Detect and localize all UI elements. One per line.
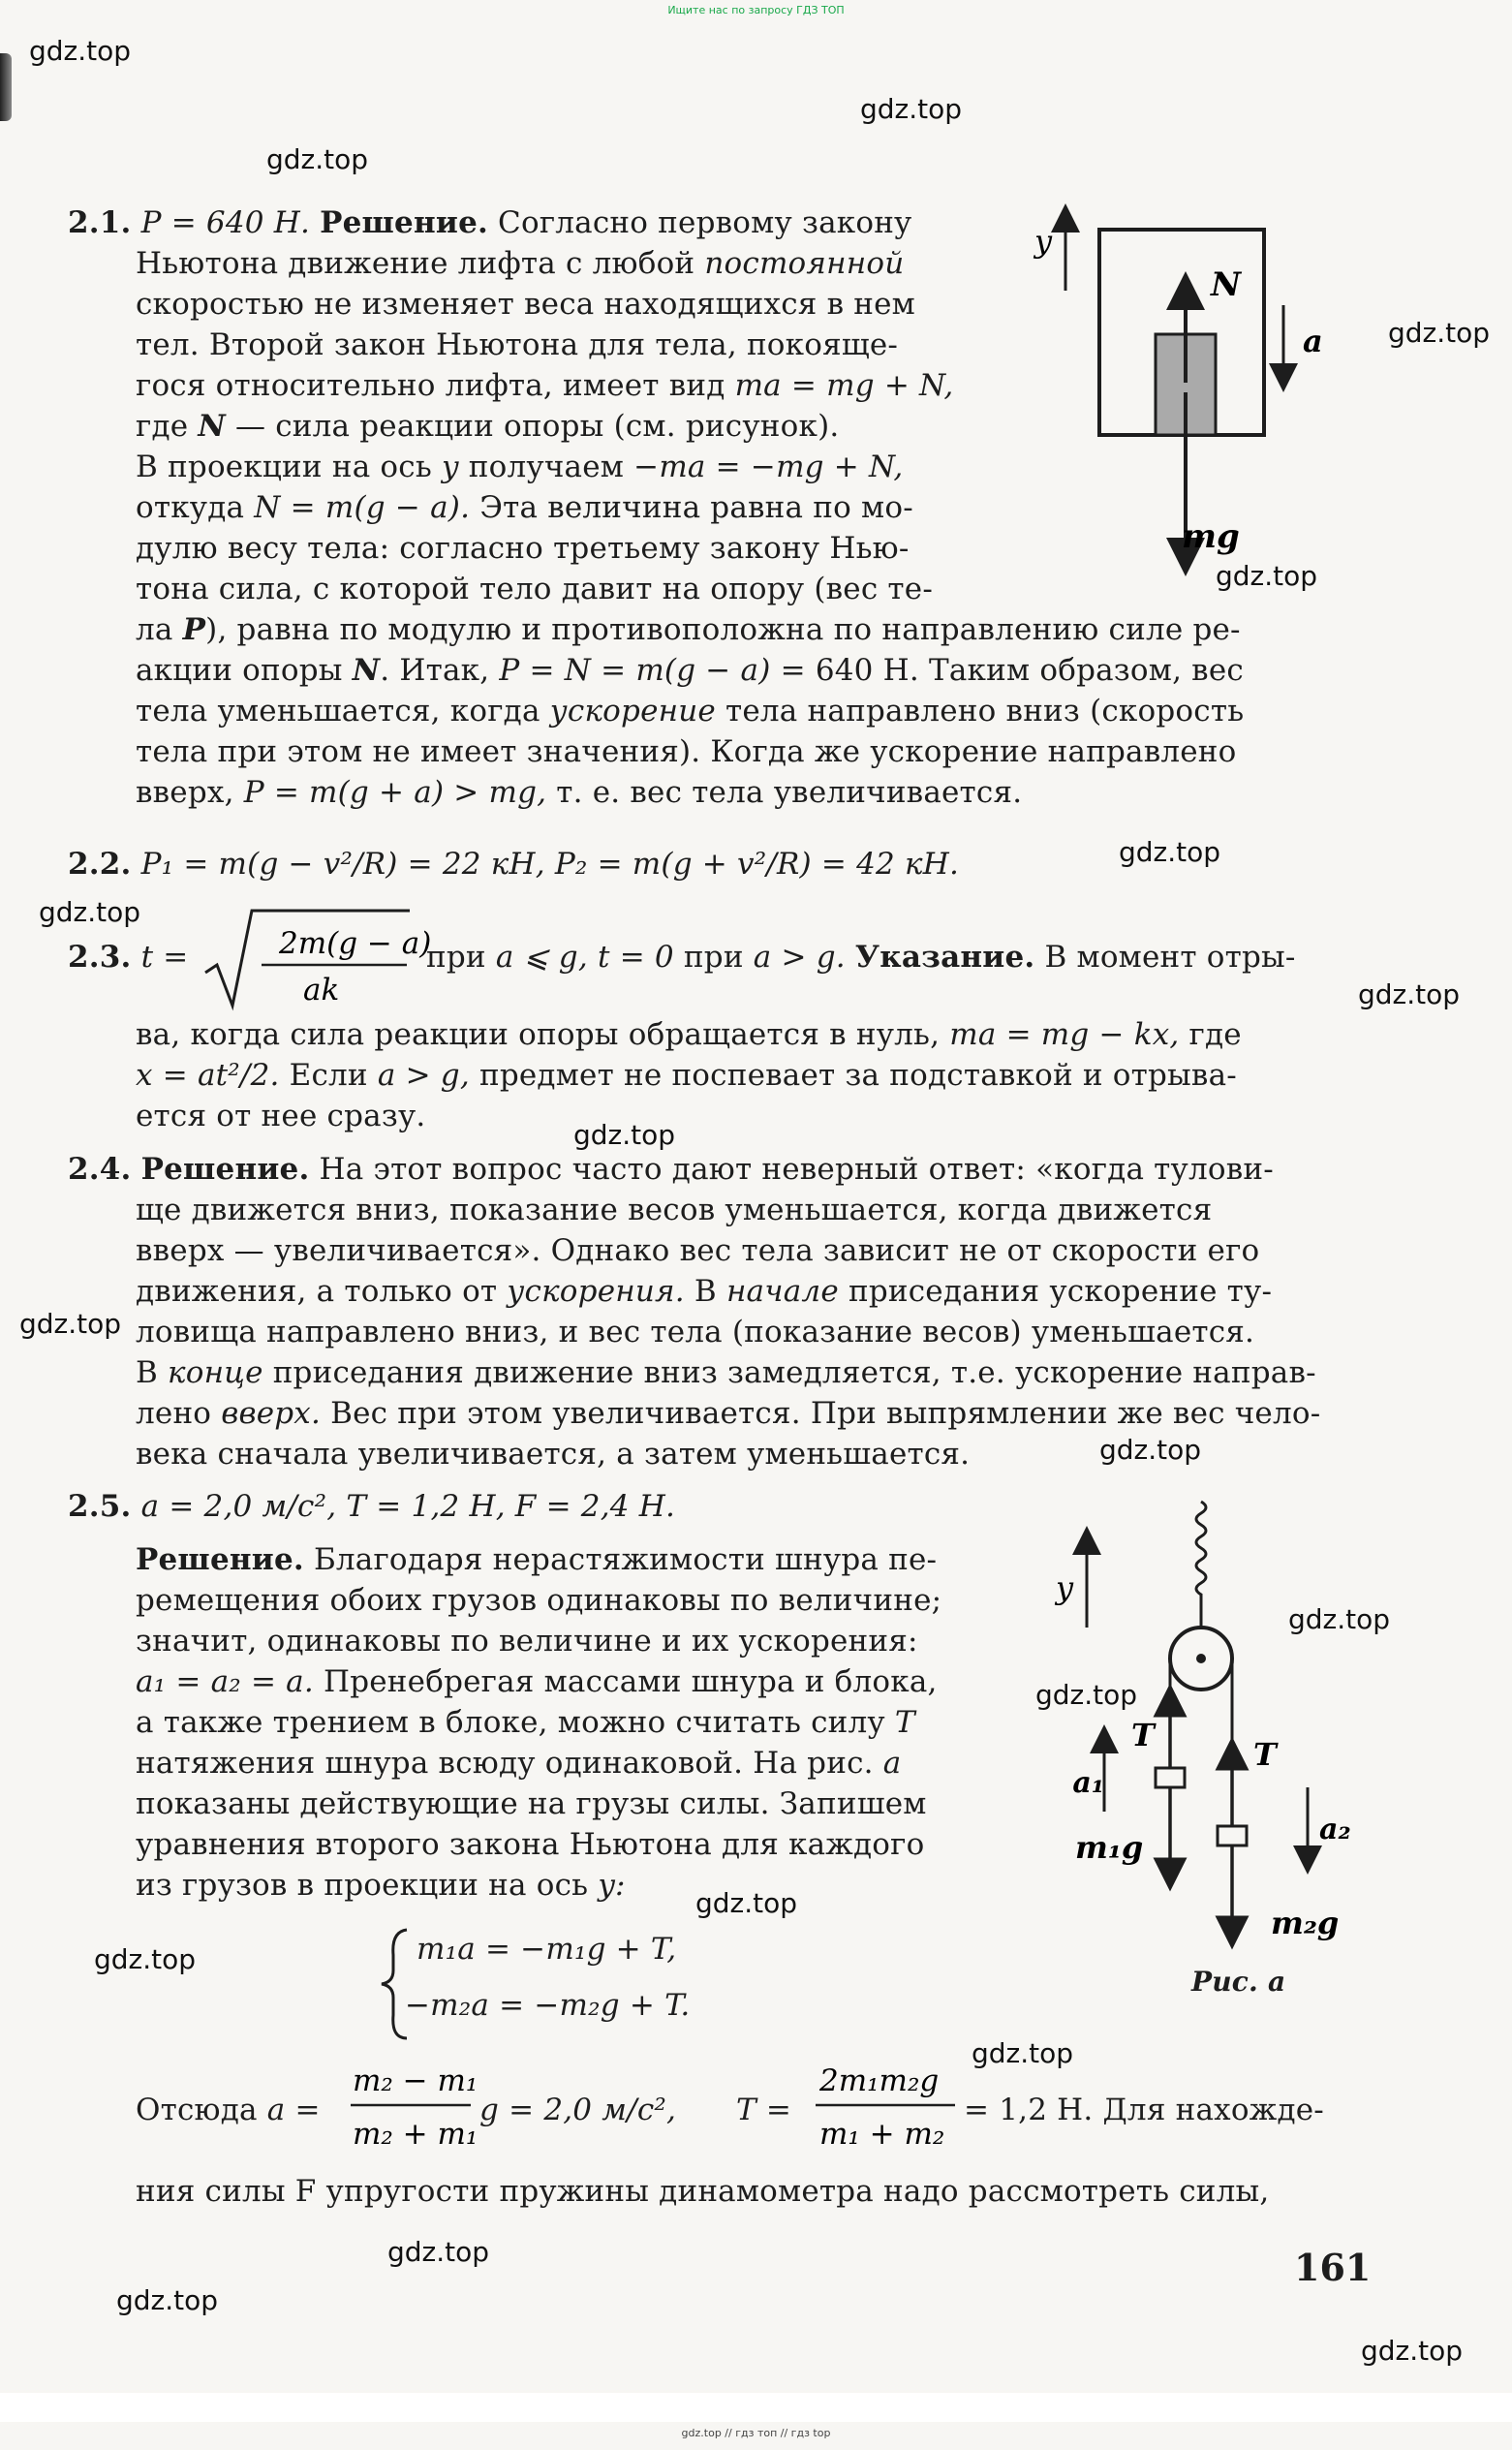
fig2-T2-label: T [1253, 1736, 1277, 1773]
system-brace [378, 1926, 417, 2042]
fig1-N-label: N [1211, 265, 1242, 304]
spring [1196, 1502, 1206, 1608]
watermark: gdz.top [387, 2236, 490, 2268]
p24-line1: 2.4. Решение. На этот вопрос часто дают неверный ответ: «когда тулови- [68, 1152, 1274, 1187]
top-banner[interactable]: Ищите нас по запросу ГДЗ ТОП [667, 4, 845, 16]
p21-line7: В проекции на ось y получаем −ma = −mg + N, [136, 450, 904, 484]
sqrt-denominator: ak [303, 973, 340, 1008]
p22-line: 2.2. P₁ = m(g − v²/R) = 22 кН, P₂ = m(g + v²/R) = 42 кН. [68, 847, 960, 882]
result-T-label: T = [736, 2093, 792, 2127]
fig2-a2-label: a₂ [1319, 1813, 1351, 1846]
figure-pulley [1046, 1492, 1366, 1957]
p21-line2: Ньютона движение лифта с любой постоянной [136, 246, 905, 281]
watermark: gdz.top [1358, 978, 1461, 1010]
watermark: gdz.top [1035, 1679, 1138, 1711]
p24-line5: ловища направлено вниз, и вес тела (показание весов) уменьшается. [136, 1315, 1255, 1349]
p24-line3: вверх — увеличивается». Однако вес тела зависит не от скорости его [136, 1233, 1260, 1268]
p25-line6: натяжения шнура всюду одинаковой. На рис. а [136, 1746, 902, 1781]
p23-line1: 2.3. t = [68, 940, 189, 975]
fig1-mg-label: mg [1182, 517, 1240, 556]
figure-caption: Рис. а [1191, 1966, 1286, 1998]
fig1-a-label: a [1303, 323, 1323, 359]
p25-line9: из грузов в проекции на ось y: [136, 1868, 626, 1903]
fig2-m2g-label: m₂g [1271, 1905, 1340, 1941]
p24-line6: В конце приседания движение вниз замедляется, т.е. ускорение направ- [136, 1355, 1316, 1390]
p25-line5: а также трением в блоке, можно считать силу T [136, 1705, 915, 1740]
p23-line4: ется от нее сразу. [136, 1099, 426, 1133]
fraction-a [349, 2052, 478, 2158]
p25-line0: 2.5. a = 2,0 м/с², T = 1,2 Н, F = 2,4 Н. [68, 1489, 676, 1524]
p23-line3: x = at²/2. Если a > g, предмет не поспевает за подставкой и отрыва- [136, 1058, 1237, 1093]
watermark: gdz.top [266, 143, 369, 175]
watermark: gdz.top [29, 35, 132, 67]
fraction-T-numerator: 2m₁m₂g [819, 2063, 940, 2098]
fraction-T-denominator: m₁ + m₂ [819, 2117, 945, 2152]
watermark: gdz.top [39, 896, 141, 928]
fig2-a1-label: a₁ [1072, 1766, 1104, 1800]
result-T-value: = 1,2 Н. Для нахожде- [964, 2093, 1324, 2127]
fraction-T [814, 2052, 959, 2158]
p25-line1: Решение. Благодаря нерастяжимости шнура пе- [136, 1542, 938, 1577]
watermark: gdz.top [1388, 317, 1491, 349]
p24-line8: века сначала увеличивается, а затем уменьшается. [136, 1437, 971, 1472]
figure-elevator [1027, 199, 1337, 596]
pulley-axle [1196, 1654, 1206, 1663]
p21-line6: где N — сила реакции опоры (см. рисунок). [136, 409, 840, 444]
p24-line7: лено вверх. Вес при этом увеличивается. При выпрямлении же вес чело- [136, 1396, 1321, 1431]
watermark: gdz.top [1216, 560, 1318, 592]
watermark: gdz.top [573, 1119, 676, 1151]
fraction-a-numerator: m₂ − m₁ [353, 2063, 478, 2098]
sqrt-numerator: 2m(g − a) [279, 926, 432, 961]
load-1 [1156, 1768, 1185, 1787]
fraction-a-denominator: m₂ + m₁ [353, 2117, 478, 2152]
p25-line8: уравнения второго закона Ньютона для каждого [136, 1827, 925, 1862]
watermark: gdz.top [1099, 1434, 1202, 1466]
result-a-value: g = 2,0 м/с², [479, 2093, 677, 2127]
load-2 [1218, 1826, 1247, 1845]
p21-line12: акции опоры N. Итак, P = N = m(g − a) = 640 Н. Таким образом, вес [136, 653, 1244, 688]
p21-line9: дулю весу тела: согласно третьему закону Нью- [136, 531, 910, 566]
fig2-m1g-label: m₁g [1075, 1829, 1144, 1866]
fig2-y-label: y [1056, 1569, 1074, 1606]
page-number: 161 [1294, 2246, 1372, 2289]
equation-2: −m₂a = −m₂g + T. [405, 1988, 691, 2023]
p21-line5: гося относительно лифта, имеет вид ma = mg + N, [136, 368, 954, 403]
p21-line13: тела уменьшается, когда ускорение тела направлено вниз (скорость [136, 694, 1245, 729]
p21-line1: 2.1. P = 640 Н. Решение. Согласно первому закону [68, 205, 912, 240]
watermark: gdz.top [1119, 836, 1221, 868]
watermark: gdz.top [972, 2037, 1074, 2069]
watermark: gdz.top [1361, 2335, 1464, 2367]
p21-line8: откуда N = m(g − a). Эта величина равна по мо- [136, 490, 913, 525]
fig2-T1-label: T [1131, 1717, 1155, 1753]
p25-last-line: ния силы F упругости пружины динамометра надо рассмотреть силы, [136, 2174, 1270, 2209]
p25-line7: показаны действующие на грузы силы. Запишем [136, 1786, 927, 1821]
watermark: gdz.top [1288, 1603, 1391, 1635]
watermark: gdz.top [116, 2284, 219, 2316]
p23-line1-rest: при a ⩽ g, t = 0 при a > g. Указание. В момент отры- [426, 940, 1296, 975]
p21-line10: тона сила, с которой тело давит на опору (вес те- [136, 572, 934, 606]
p21-line4: тел. Второй закон Ньютона для тела, покояще- [136, 327, 899, 362]
watermark: gdz.top [19, 1308, 122, 1340]
bottom-banner[interactable]: gdz.top // гдз топ // гдз top [681, 2427, 831, 2439]
fig1-y-label: y [1034, 223, 1053, 260]
watermark: gdz.top [695, 1887, 798, 1919]
p21-line14: тела при этом не имеет значения). Когда же ускорение направлено [136, 734, 1237, 769]
p23-line2: ва, когда сила реакции опоры обращается в нуль, ma = mg − kx, где [136, 1017, 1242, 1052]
p24-line4: движения, а только от ускорения. В начале приседания ускорение ту- [136, 1274, 1273, 1309]
watermark: gdz.top [94, 1943, 197, 1975]
p25-line3: значит, одинаковы по величине и их ускорения: [136, 1624, 918, 1659]
book-spine-shadow [0, 53, 12, 121]
p21-line11: ла P), равна по модулю и противоположна по направлению силе ре- [136, 612, 1241, 647]
p21-line3: скоростью не изменяет веса находящихся в нем [136, 287, 915, 322]
p21-line15: вверх, P = m(g + a) > mg, т. е. вес тела увеличивается. [136, 775, 1023, 810]
bottom-strip [0, 2393, 1512, 2422]
result-line-intro: Отсюда a = [136, 2093, 321, 2127]
p25-line2: ремещения обоих грузов одинаковы по величине; [136, 1583, 942, 1618]
equation-1: m₁a = −m₁g + T, [417, 1932, 677, 1967]
watermark: gdz.top [860, 93, 963, 125]
sqrt-formula [201, 905, 432, 1011]
p25-line4: a₁ = a₂ = a. Пренебрегая массами шнура и блока, [136, 1664, 938, 1699]
p24-line2: ще движется вниз, показание весов уменьшается, когда движется [136, 1193, 1213, 1227]
